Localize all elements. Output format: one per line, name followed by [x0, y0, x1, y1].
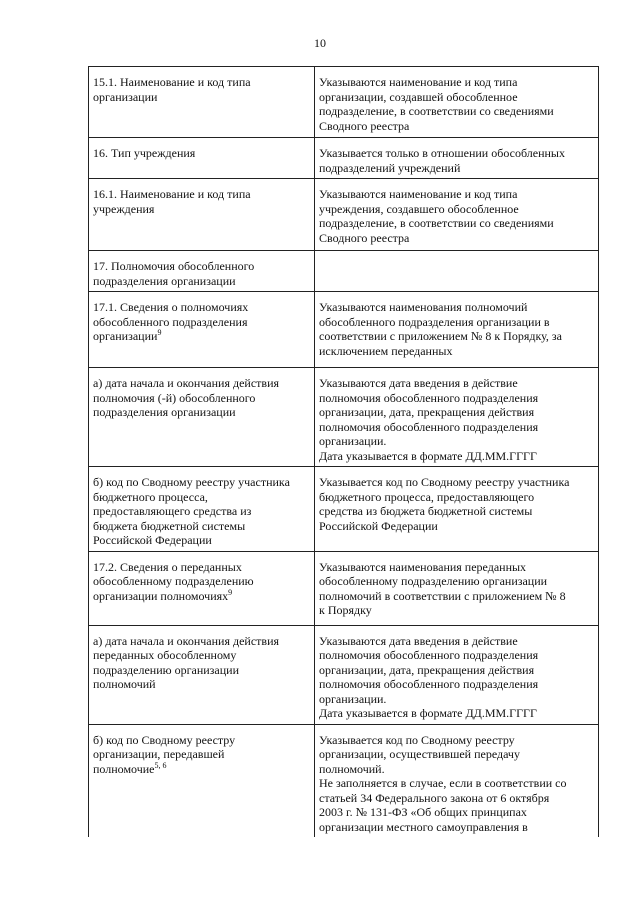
field-name-text: б) код по Сводному реестру организации, передавшей полномочие — [93, 732, 236, 776]
field-description-cell — [315, 292, 599, 368]
field-description-text: Указываются дата введения в действие полномочия обособленного подразделения организации, дата, прекращения действия полномочия обособленного подразделения организации. Дата указывается в формате ДД.ММ.ГГГГ — [319, 633, 539, 720]
field-description-text: Указываются наименования переданных обособленному подразделению организации полномочий в соответствии с приложением № 8 к Порядку — [319, 559, 566, 617]
field-description-text: Указываются дата введения в действие полномочия обособленного подразделения организации, дата, прекращения действия полномочия обособленного подразделения организации. Дата указывается в формате ДД.ММ.ГГГГ — [319, 376, 539, 463]
field-description-text: Указывается только в отношении обособленных подразделений учреждений — [319, 146, 565, 175]
table-row — [89, 368, 599, 467]
field-description-cell — [315, 551, 599, 625]
field-description-cell — [315, 467, 599, 552]
field-name-cell — [89, 368, 315, 467]
table-row — [89, 292, 599, 368]
table-row — [89, 138, 599, 179]
field-description-text: Указываются наименования полномочий обособленного подразделения организации в соответствии с приложением № 8 к Порядку, за исключением переданных — [319, 300, 562, 358]
field-description-cell — [315, 179, 599, 251]
field-name-text: 17.1. Сведения о полномочиях обособленного подразделения организации — [93, 300, 249, 343]
field-name-cell — [89, 251, 315, 292]
field-description-cell — [315, 138, 599, 179]
field-name-cell — [89, 625, 315, 724]
page-number: 10 — [314, 36, 326, 50]
field-description-cell — [315, 724, 599, 837]
table-row — [89, 179, 599, 251]
table-row — [89, 251, 599, 292]
table-row — [89, 551, 599, 625]
field-description-text: Указываются наименование и код типа учреждения, создавшего обособленное подразделение, в соответствии со сведениями Сводного реестра — [319, 187, 554, 245]
field-description-cell — [315, 251, 599, 292]
field-description-text: Указывается код по Сводному реестру участника бюджетного процесса, предоставляющего средства из бюджета бюджетной системы Российской Федерации — [319, 475, 570, 533]
field-name-cell — [89, 179, 315, 251]
field-name-cell — [89, 67, 315, 138]
field-name-cell — [89, 467, 315, 552]
field-description-cell — [315, 625, 599, 724]
field-description-text: Указываются наименование и код типа организации, создавшей обособленное подразделение, в соответствии со сведениями Сводного реестра — [319, 75, 554, 133]
field-description-cell — [315, 368, 599, 467]
footnote-ref: 9 — [228, 587, 233, 597]
field-name-text: а) дата начала и окончания действия полномочия (-й) обособленного подразделения организации — [93, 376, 280, 419]
table-row — [89, 724, 599, 837]
field-name-cell — [89, 551, 315, 625]
field-name-cell — [89, 724, 315, 837]
table-row — [89, 67, 599, 138]
field-name-cell — [89, 292, 315, 368]
field-name-text: 16.1. Наименование и код типа учреждения — [93, 187, 251, 216]
fields-table — [88, 66, 599, 837]
field-name-text: 17.2. Сведения о переданных обособленному подразделению организации полномочиях — [93, 559, 254, 603]
footnote-ref: 5, 6 — [154, 760, 167, 770]
field-description-cell — [315, 67, 599, 138]
field-name-text: 16. Тип учреждения — [93, 146, 196, 160]
field-name-text: а) дата начала и окончания действия переданных обособленному подразделению организации полномочий — [93, 633, 280, 691]
table-row — [89, 467, 599, 552]
footnote-ref: 9 — [157, 328, 162, 337]
field-name-text: 15.1. Наименование и код типа организации — [93, 75, 251, 104]
field-name-text: 17. Полномочия обособленного подразделения организации — [93, 259, 255, 288]
field-description-text: Указывается код по Сводному реестру организации, осуществившей передачу полномочий. Не заполняется в случае, если в соответствии со статьей 34 Федерального закона от 6 октября 2003 г. № 131-ФЗ «Об общих принципах организации местного самоуправления в — [319, 732, 567, 834]
field-name-text: б) код по Сводному реестру участника бюджетного процесса, предоставляющего средства из бюджета бюджетной системы Российской Федерации — [93, 475, 290, 547]
table-row — [89, 625, 599, 724]
field-name-cell — [89, 138, 315, 179]
